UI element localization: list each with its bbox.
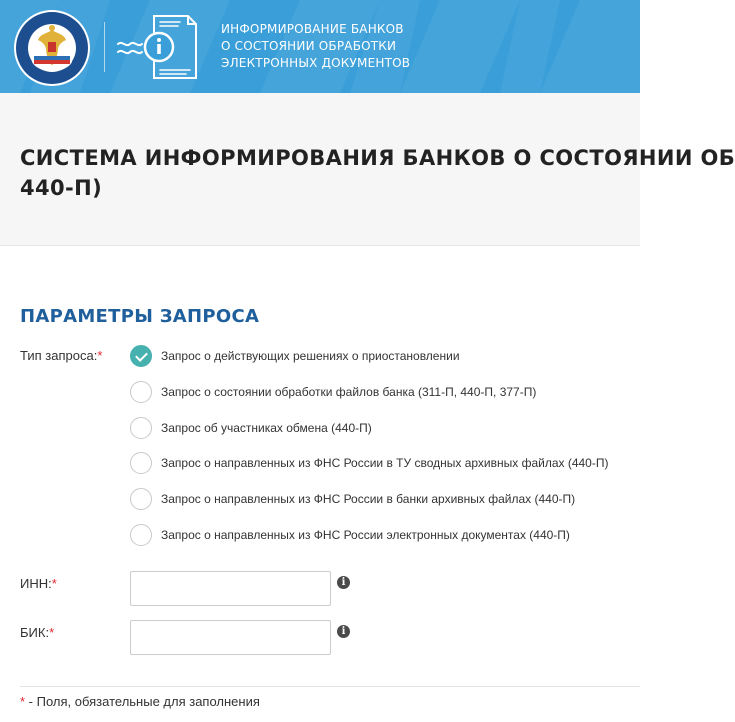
required-mark: * xyxy=(20,694,26,709)
logo-divider xyxy=(104,22,105,72)
request-type-option-2[interactable] xyxy=(130,381,536,403)
radio-button[interactable] xyxy=(130,381,152,403)
required-fields-note-text: - Поля, обязательные для заполнения xyxy=(25,694,260,709)
page-title-line-2: 440-П) xyxy=(20,176,103,200)
header-line-1: ИНФОРМИРОВАНИЕ БАНКОВ xyxy=(221,22,404,36)
header-line-2: О СОСТОЯНИИ ОБРАБОТКИ xyxy=(221,39,397,53)
radio-label[interactable]: Запрос о направленных из ФНС России в ТУ сводных архивных файлах (440-П) xyxy=(161,456,609,470)
page-title-line-1: СИСТЕМА ИНФОРМИРОВАНИЯ БАНКОВ О СОСТОЯНИИ ОБ xyxy=(20,146,735,170)
header-service-title xyxy=(221,21,421,72)
info-document-icon xyxy=(114,12,200,82)
form-divider xyxy=(20,686,640,687)
request-type-option-5[interactable] xyxy=(130,488,575,510)
site-header xyxy=(0,0,640,93)
required-mark: * xyxy=(97,348,103,363)
request-type-option-6[interactable] xyxy=(130,524,570,546)
inn-label xyxy=(20,576,57,591)
page-title-band xyxy=(0,93,735,246)
header-line-3: ЭЛЕКТРОННЫХ ДОКУМЕНТОВ xyxy=(221,56,411,70)
radio-label[interactable]: Запрос о действующих решениях о приостановлении xyxy=(161,349,460,363)
required-mark: * xyxy=(49,625,55,640)
request-type-option-3[interactable] xyxy=(130,417,372,439)
radio-label[interactable]: Запрос о направленных из ФНС России электронных документах (440-П) xyxy=(161,528,570,542)
required-mark: * xyxy=(51,576,57,591)
bik-label-text: БИК: xyxy=(20,625,50,640)
radio-label[interactable]: Запрос о направленных из ФНС России в банки архивных файлах (440-П) xyxy=(161,492,576,506)
fns-emblem-icon[interactable] xyxy=(12,8,92,88)
request-type-label-text: Тип запроса: xyxy=(20,348,98,363)
bik-input[interactable] xyxy=(130,620,331,655)
inn-info-icon[interactable]: i xyxy=(337,576,350,589)
section-title: ПАРАМЕТРЫ ЗАПРОСА xyxy=(20,306,260,327)
radio-button[interactable] xyxy=(130,452,152,474)
request-type-option-4[interactable] xyxy=(130,452,608,474)
bik-info-icon[interactable]: i xyxy=(337,625,350,638)
radio-label[interactable]: Запрос об участниках обмена (440-П) xyxy=(161,421,372,435)
radio-button-checked[interactable] xyxy=(130,345,152,367)
request-type-option-1[interactable] xyxy=(130,345,460,367)
inn-input[interactable] xyxy=(130,571,331,606)
radio-button[interactable] xyxy=(130,524,152,546)
page-title xyxy=(20,143,735,203)
radio-label[interactable]: Запрос о состоянии обработки файлов банка (311-П, 440-П, 377-П) xyxy=(161,385,537,399)
inn-label-text: ИНН: xyxy=(20,576,52,591)
required-fields-note xyxy=(20,694,260,709)
radio-button[interactable] xyxy=(130,417,152,439)
request-type-label xyxy=(20,348,102,363)
radio-button[interactable] xyxy=(130,488,152,510)
bik-label xyxy=(20,625,54,640)
